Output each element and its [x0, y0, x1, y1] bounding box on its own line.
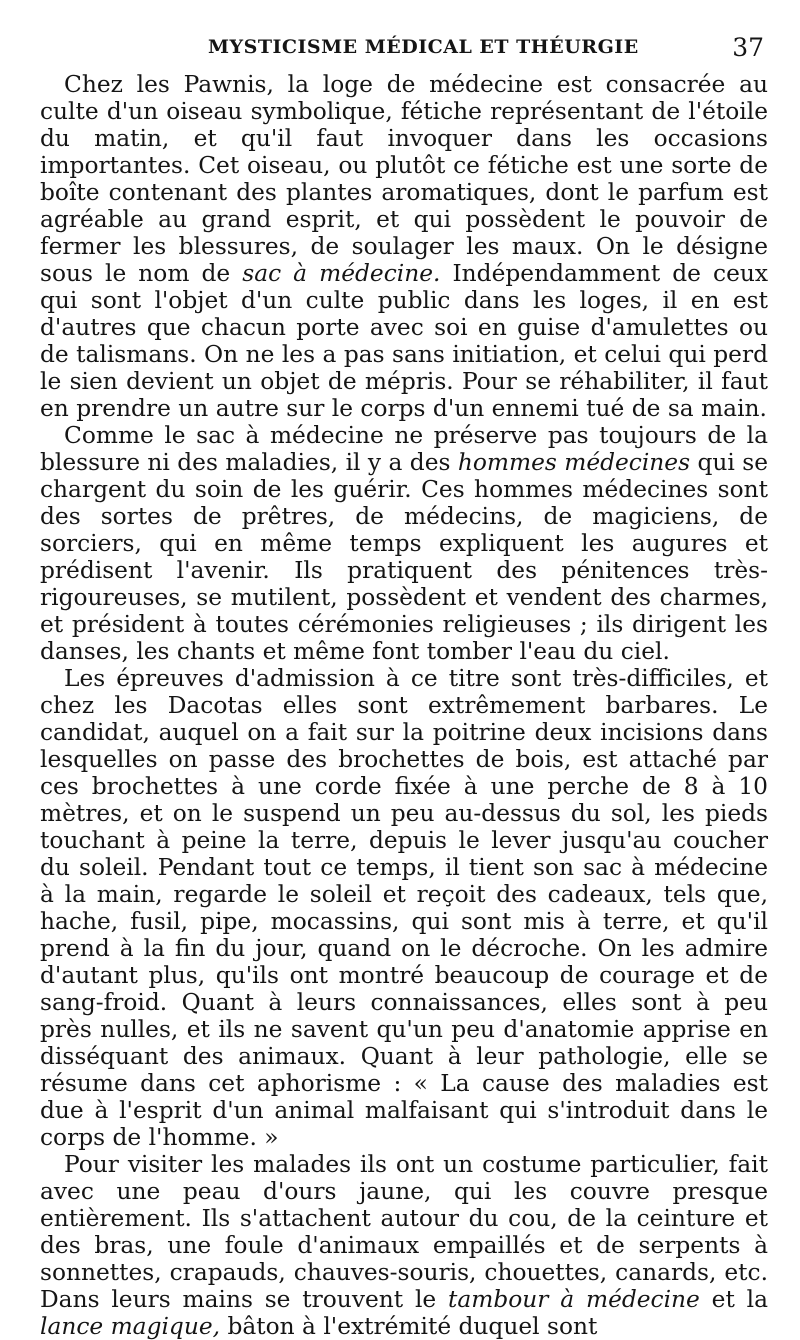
paragraph-pawnis	[40, 71, 768, 422]
italic-term: lance magique,	[40, 1313, 221, 1340]
paragraph-costume	[40, 1151, 768, 1340]
paragraph-text: Comme le sac à médecine ne préserve pas toujours de la blessure ni des maladies, il y a des	[40, 422, 768, 476]
paragraph-text: Indépendamment de ceux qui sont l'objet d'un culte public dans les loges, il en est d'autres que chacun porte avec soi en guise d'amulettes ou de talismans. On ne les a pas sans initiation, et celui qui perd le sien devient un objet de mépris. Pour se réhabiliter, il faut en prendre un autre sur le corps d'un ennemi tué de sa main.	[40, 260, 768, 422]
italic-term: hommes médecines	[457, 449, 691, 476]
italic-term: sac à médecine.	[242, 260, 441, 287]
paragraph-text: bâton à l'extrémité duquel sont	[220, 1313, 598, 1340]
paragraph-text: et la	[699, 1286, 768, 1313]
page-number: 37	[732, 33, 764, 62]
page-header	[0, 34, 800, 66]
paragraph-text: Chez les Pawnis, la loge de médecine est consacrée au culte d'un oiseau symbolique, fétiche représentant de l'étoile du matin, et qu'il faut invoquer dans les occasions importantes. Cet oiseau, ou plutôt ce fétiche est une sorte de boîte contenant des plantes aromatiques, dont le parfum est agréable au grand esprit, et qui possèdent le pouvoir de fermer les blessures, de soulager les maux. On le désigne sous le nom de	[40, 71, 768, 287]
running-title: MYSTICISME MÉDICAL ET THÉURGIE	[208, 36, 639, 58]
body-text	[40, 71, 768, 1340]
paragraph-hommes-medecines	[40, 422, 768, 665]
italic-term: tambour à médecine	[448, 1286, 700, 1313]
paragraph-epreuves	[40, 665, 768, 1151]
paragraph-text: Pour visiter les malades ils ont un costume particulier, fait avec une peau d'ours jaune, qui les couvre presque entièrement. Ils s'attachent autour du cou, de la ceinture et des bras, une foule d'animaux empaillés et de serpents à sonnettes, crapauds, chauves-souris, chouettes, canards, etc. Dans leurs mains se trouvent le	[40, 1151, 768, 1313]
paragraph-text: Les épreuves d'admission à ce titre sont très-difficiles, et chez les Dacotas elles sont extrêmement barbares. Le candidat, auquel on a fait sur la poitrine deux incisions dans lesquelles on passe des brochettes de bois, est attaché par ces brochettes à une corde fixée à une perche de 8 à 10 mètres, et on le suspend un peu au-dessus du sol, les pieds touchant à peine la terre, depuis le lever jusqu'au coucher du soleil. Pendant tout ce temps, il tient son sac à médecine à la main, regarde le soleil et reçoit des cadeaux, tels que, hache, fusil, pipe, mocassins, qui sont mis à terre, et qu'il prend à la fin du jour, quand on le décroche. On les admire d'autant plus, qu'ils ont montré beaucoup de courage et de sang-froid. Quant à leurs connaissances, elles sont à peu près nulles, et ils ne savent qu'un peu d'anatomie apprise en disséquant des animaux. Quant à leur pathologie, elle se résume dans cet aphorisme : « La cause des maladies est due à l'esprit d'un animal malfaisant qui s'introduit dans le corps de l'homme. »	[40, 665, 768, 1151]
paragraph-text: qui se chargent du soin de les guérir. Ces hommes médecines sont des sortes de prêtres, de médecins, de magiciens, de sorciers, qui en même temps expliquent les augures et prédisent l'avenir. Ils pratiquent des pénitences très-rigoureuses, se mutilent, possèdent et vendent des charmes, et président à toutes cérémonies religieuses ; ils dirigent les danses, les chants et même font tomber l'eau du ciel.	[40, 449, 769, 665]
